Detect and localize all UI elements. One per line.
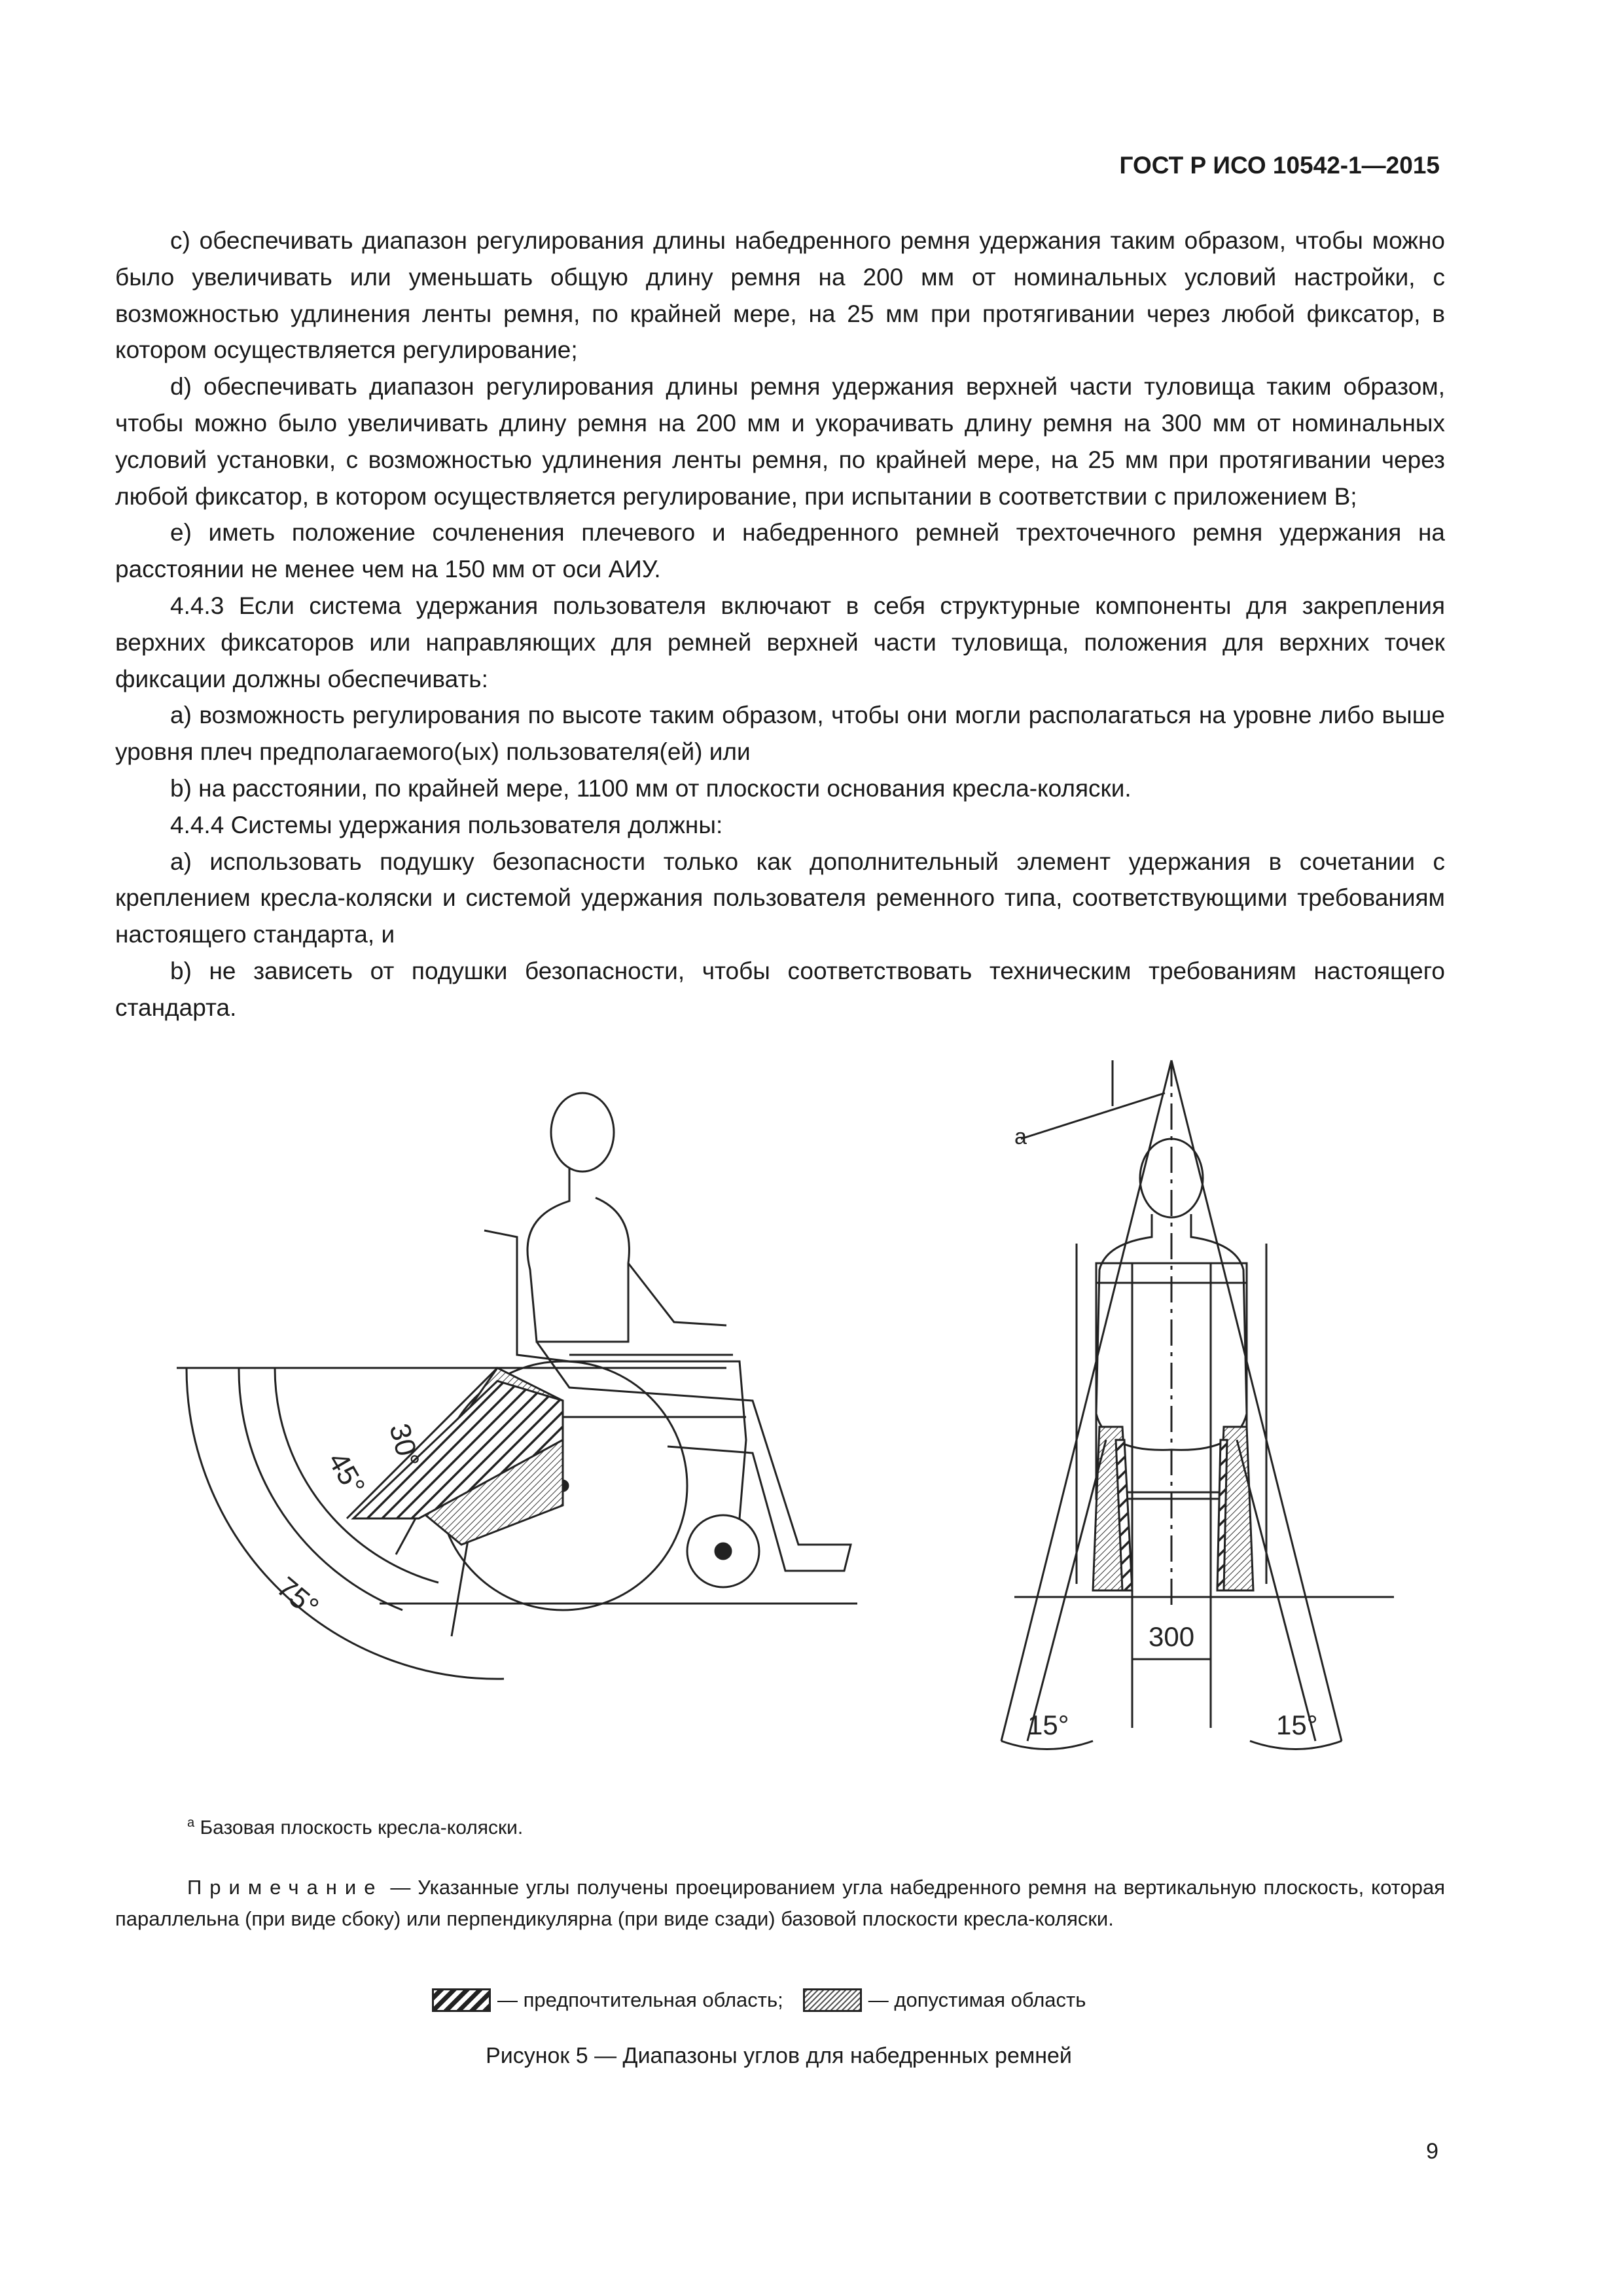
legend-allowed: — допустимая область [868,1988,1086,2011]
rear-distance-label: 300 [1149,1621,1195,1652]
rear-view [1001,1060,1394,1749]
figure-note [115,1872,1445,1935]
legend-preferred: — предпочтительная область; [497,1988,783,2011]
figure-footnote [187,1816,523,1839]
body-text [115,223,1445,1026]
paragraph-e: e) иметь положение сочленения плечевого и набедренного ремней трехточечного ремня удержания на расстоянии не менее чем на 150 мм от оси АИУ. [115,519,1445,583]
angle-75-label: 75° [270,1571,325,1624]
document-id: ГОСТ Р ИСО 10542-1—2015 [1119,152,1440,179]
preferred-swatch [432,1988,491,2012]
arc-15-right [1250,1741,1342,1749]
allowed-swatch [803,1988,862,2012]
figure-5 [111,1047,1512,1793]
footnote-text: Базовая плоскость кресла-коляски. [194,1817,524,1839]
head [551,1093,614,1172]
rear-angle-left-label: 15° [1027,1710,1069,1740]
label-a-leader [1021,1093,1165,1139]
note-label: Примечание [187,1876,383,1899]
footnote-marker: a [187,1816,195,1830]
paragraph-4-4-3-b: b) на расстоянии, по крайней мере, 1100 мм от плоскости основания кресла-коляски. [170,774,1132,802]
paragraph-4-4-4-b: b) не зависеть от подушки безопасности, чтобы соответствовать техническим требованиям настоящего стандарта. [115,957,1445,1021]
rear-label-a: a [1014,1124,1027,1149]
paragraph-4-4-3-a: a) возможность регулирования по высоте таким образом, чтобы они могли располагаться на уровне либо выше уровня плеч предполагаемого(ых) пользователя(ей) или [115,702,1445,766]
paragraph-c: c) обеспечивать диапазон регулирования длины набедренного ремня удержания таким образом, чтобы можно было увеличивать или уменьшать общую длину ремня на 200 мм от номинальных условий настройки, с возможностью удлинения ленты ремня, по крайней мере, на 25 мм при протягивании через любой фиксатор, в котором осуществляется регулирование; [115,227,1445,364]
page-number: 9 [1426,2139,1438,2164]
paragraph-4-4-4-a: a) использовать подушку безопасности только как дополнительный элемент удержания в сочетании с креплением кресла-коляски и системой удержания пользователя ременного типа, соответствующими требованиям настоящего стандарта, и [115,848,1445,948]
figure-caption: Рисунок 5 — Диапазоны углов для набедренных ремней [486,2043,1072,2068]
paragraph-4-4-3: 4.4.3 Если система удержания пользователя включают в себя структурные компоненты для закрепления верхних фиксаторов или направляющих для ремней верхней части туловища, положения для верхних точек фиксации должны обеспечивать: [115,592,1445,692]
figure-5-drawing [111,1047,1512,1793]
paragraph-d: d) обеспечивать диапазон регулирования длины ремня удержания верхней части туловища таким образом, чтобы можно было увеличивать длину ремня на 200 мм и укорачивать длину ремня на 300 мм от номинальных условий установки, с возможностью удлинения ленты ремня, по крайней мере, на 25 мм при протягивании через любой фиксатор, в котором осуществляется регулирование, при испытании в соответствии с приложением В; [115,373,1445,510]
figure-legend [432,1988,1086,2012]
rear-angle-right-label: 15° [1276,1710,1318,1740]
note-text: — Указанные углы получены проецированием угла набедренного ремня на вертикальную плоскость, которая параллельна (при виде сбоку) или перпендикулярна (при виде сзади) базовой плоскости кресла-коляски. [115,1876,1445,1930]
paragraph-4-4-4: 4.4.4 Системы удержания пользователя должны: [170,811,723,838]
arc-15-left [1001,1741,1093,1749]
angle-45-label: 45° [321,1446,372,1501]
angle-30-label: 30° [383,1420,425,1471]
